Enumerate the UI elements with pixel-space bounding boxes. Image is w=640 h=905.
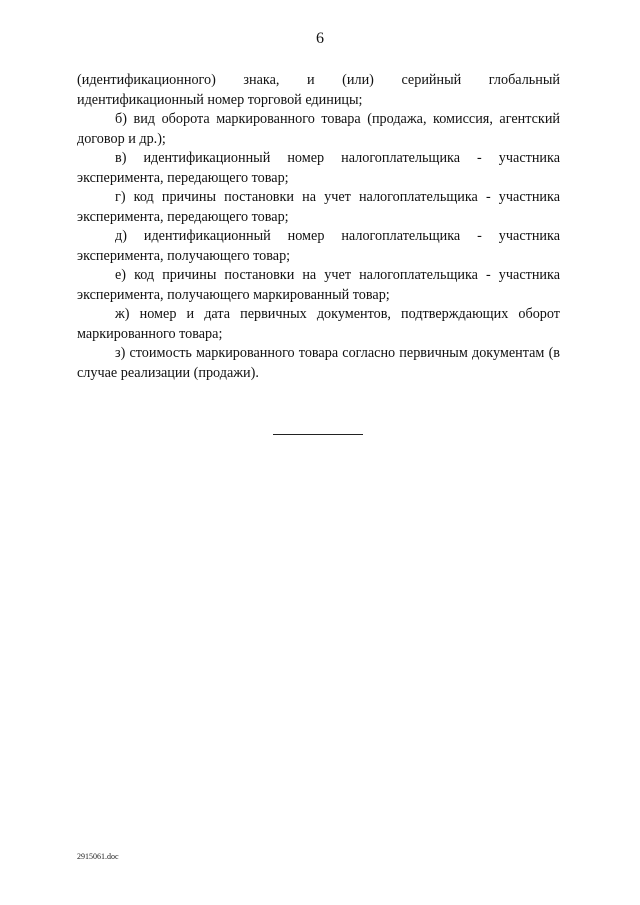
paragraph-z: з) стоимость маркированного товара согласно первичным документам (в случае реализации (продажи). [77,345,560,381]
footer-doc-id: 2915061.doc [77,852,119,861]
paragraph-zh: ж) номер и дата первичных документов, подтверждающих оборот маркированного товара; [77,306,560,342]
page-number: 6 [316,30,324,47]
paragraph-e: е) код причины постановки на учет налогоплательщика - участника эксперимента, получающего маркированный товар; [77,267,560,303]
paragraph-d: д) идентификационный номер налогоплательщика - участника эксперимента, получающего товар; [77,228,560,264]
end-separator-line [273,434,363,435]
paragraph-g: г) код причины постановки на учет налогоплательщика - участника эксперимента, передающего товар; [77,189,560,225]
document-body [77,71,560,383]
paragraph-v: в) идентификационный номер налогоплательщика - участника эксперимента, передающего товар; [77,150,560,186]
paragraph-b: б) вид оборота маркированного товара (продажа, комиссия, агентский договор и др.); [77,111,560,147]
paragraph-continuation: (идентификационного) знака, и (или) серийный глобальный идентификационный номер торговой единицы; [77,72,560,108]
